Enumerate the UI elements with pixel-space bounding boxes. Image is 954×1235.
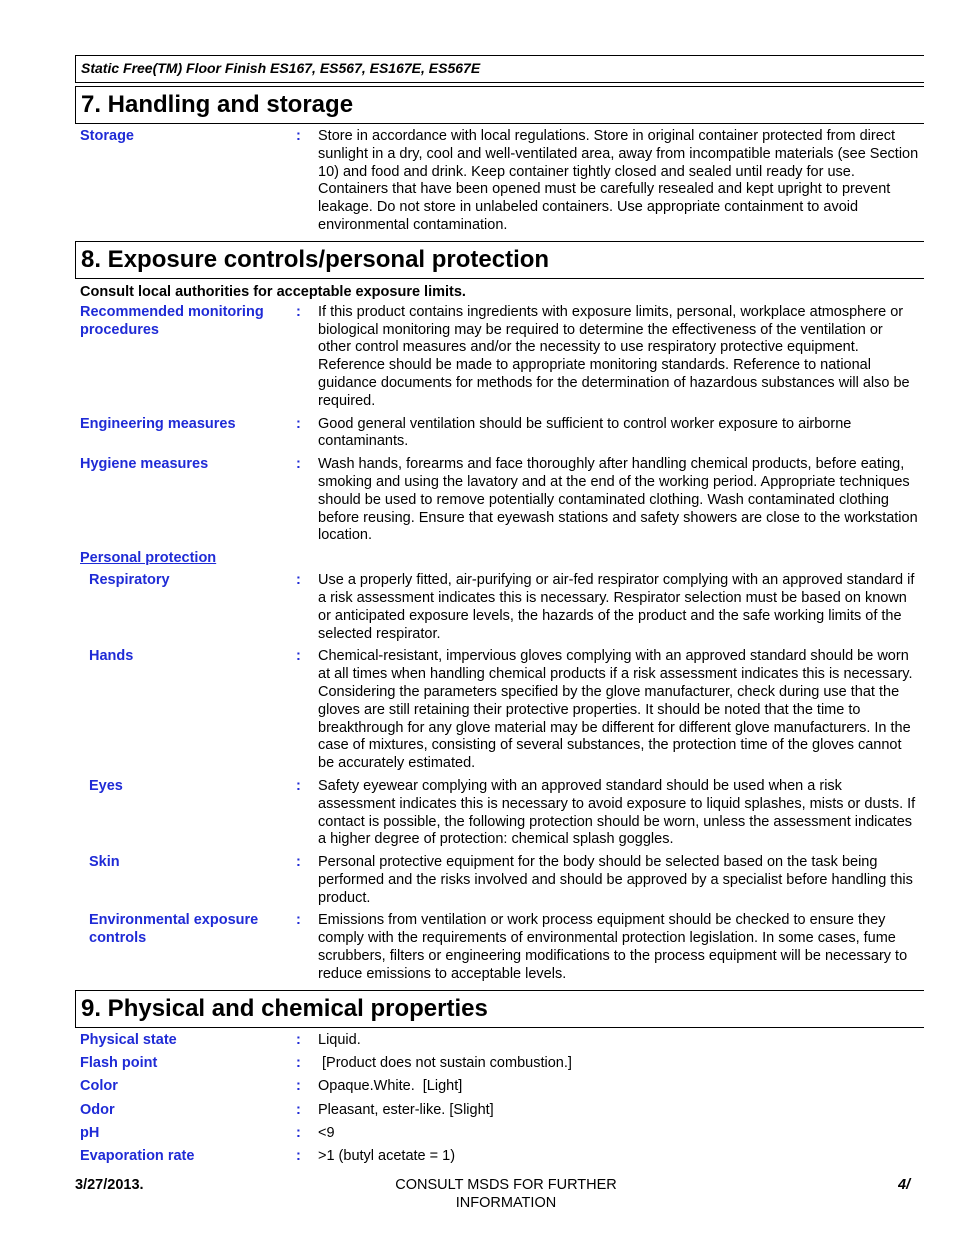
- colon: :: [296, 303, 301, 320]
- personal-protection-heading: Personal protection: [80, 550, 217, 567]
- colon: :: [296, 1078, 301, 1095]
- storage-row: [75, 128, 924, 235]
- hygiene-row: [75, 456, 924, 545]
- colon: :: [296, 415, 301, 432]
- field-value: Safety eyewear complying with an approved standard should be used when a risk assessment indicates this is necessary to avoid exposure to liquid splashes, mists or dusts. If contact is possible, the following protection should be worn, unless the assessment indicates a higher degree of protection: chemical splash goggles.: [318, 777, 916, 848]
- field-value: If this product contains ingredients with exposure limits, personal, workplace atmosphere or biological monitoring may be required to determine the effectiveness of the ventilation or other control measures and/or the necessity to use respiratory protective equipment. Reference should be made to appropriate monitoring standards. Reference to national guidance documents for methods for the determination of hazardous substances will also be required.: [318, 303, 910, 409]
- field-value: Wash hands, forearms and face thoroughly after handling chemical products, before eating, smoking and using the lavatory and at the end of the working period. Appropriate techniques should be used to remove potentially contaminated clothing. Wash contaminated clothing before reusing. Ensure that eyewash stations and safety showers are close to the workstation location.: [318, 456, 918, 544]
- page-number: 4/: [898, 1177, 911, 1193]
- field-value: Opaque.White. [Light]: [318, 1078, 463, 1095]
- field-value: Use a properly fitted, air-purifying or air-fed respirator complying with an approved standard if a risk assessment indicates this is necessary. Respirator selection must be based on known or anticipated exposure levels, the hazards of the product and the safe working limits of the selected respirator.: [318, 572, 915, 642]
- colon: :: [296, 1124, 301, 1141]
- flash-point-row: [75, 1055, 924, 1073]
- physical-state-row: [75, 1032, 924, 1050]
- color-row: [75, 1078, 924, 1096]
- colon: :: [296, 1054, 301, 1071]
- colon: :: [296, 777, 301, 794]
- monitoring-row: [75, 304, 924, 411]
- field-value: >1 (butyl acetate = 1): [318, 1148, 456, 1165]
- field-label: Odor: [80, 1101, 115, 1118]
- field-value: Store in accordance with local regulations. Store in original container protected from direct sunlight in a dry, cool and well-ventilated area, away from incompatible materials (see Section 10) and food and drink. Keep container tightly closed and sealed until ready for use. Containers that have been opened must be carefully resealed and kept upright to prevent leakage. Do not store in unlabeled containers. Use appropriate containment to avoid environmental contamination.: [318, 128, 919, 233]
- evaporation-row: [75, 1148, 924, 1166]
- odor-row: [75, 1102, 924, 1120]
- field-label: Recommended monitoring procedures: [80, 303, 264, 338]
- field-label: Flash point: [80, 1054, 158, 1071]
- skin-row: [75, 854, 924, 907]
- colon: :: [296, 1148, 301, 1165]
- field-label: Respiratory: [89, 572, 170, 589]
- hands-row: [75, 648, 924, 773]
- field-value: <9: [318, 1124, 335, 1141]
- colon: :: [296, 648, 301, 665]
- field-value: Chemical-resistant, impervious gloves complying with an approved standard should be worn at all times when handling chemical products if a risk assessment indicates this is necessary. Considering the parameters specified by the glove manufacturer, check during use that the gloves are still retaining their protective properties. It should be noted that the time to breakthrough for any glove material may be different for different glove manufacturers. In the case of mixtures, consisting of several substances, the protection time of the gloves cannot be accurately estimated.: [318, 648, 913, 772]
- colon: :: [296, 1031, 301, 1048]
- colon: :: [296, 1101, 301, 1118]
- colon: :: [296, 912, 301, 929]
- colon: :: [296, 854, 301, 871]
- section-8-title: 8. Exposure controls/personal protection: [75, 241, 924, 279]
- colon: :: [296, 572, 301, 589]
- colon: :: [296, 456, 301, 473]
- field-label: Skin: [89, 854, 120, 871]
- product-header: Static Free(TM) Floor Finish ES167, ES567, ES167E, ES567E: [75, 55, 924, 83]
- field-value: Liquid.: [318, 1031, 361, 1048]
- engineering-row: [75, 416, 924, 452]
- field-value: Personal protective equipment for the body should be selected based on the task being performed and the risks involved and should be approved by a specialist before handling this product.: [318, 854, 913, 906]
- field-label: Engineering measures: [80, 415, 236, 432]
- field-label: Hygiene measures: [80, 456, 209, 473]
- field-label: pH: [80, 1124, 100, 1141]
- field-label: Evaporation rate: [80, 1148, 195, 1165]
- eyes-row: [75, 778, 924, 849]
- footer-note: CONSULT MSDS FOR FURTHER INFORMATION: [395, 1177, 617, 1211]
- field-label: Environmental exposure controls: [89, 912, 259, 947]
- field-value: Emissions from ventilation or work process equipment should be checked to ensure they comply with the requirements of environmental protection legislation. In some cases, fume scrubbers, filters or engineering modifications to the process equipment will be necessary to reduce emissions to acceptable levels.: [318, 912, 908, 982]
- field-label: Storage: [80, 128, 134, 144]
- exposure-note: Consult local authorities for acceptable exposure limits.: [80, 283, 466, 300]
- footer-date: 3/27/2013.: [75, 1177, 144, 1193]
- colon: :: [296, 128, 301, 144]
- field-label: Physical state: [80, 1031, 177, 1048]
- field-label: Hands: [89, 648, 134, 665]
- section-7-title: 7. Handling and storage: [75, 86, 924, 124]
- environmental-row: [75, 912, 924, 983]
- ph-row: [75, 1125, 924, 1143]
- section-9-title: 9. Physical and chemical properties: [75, 990, 924, 1028]
- field-value: Pleasant, ester-like. [Slight]: [318, 1101, 494, 1118]
- field-label: Eyes: [89, 777, 123, 794]
- respiratory-row: [75, 572, 924, 643]
- field-value: [Product does not sustain combustion.]: [318, 1054, 572, 1071]
- msds-page: [75, 55, 924, 1166]
- field-value: Good general ventilation should be sufficient to control worker exposure to airborne contaminants.: [318, 415, 852, 450]
- field-label: Color: [80, 1078, 118, 1095]
